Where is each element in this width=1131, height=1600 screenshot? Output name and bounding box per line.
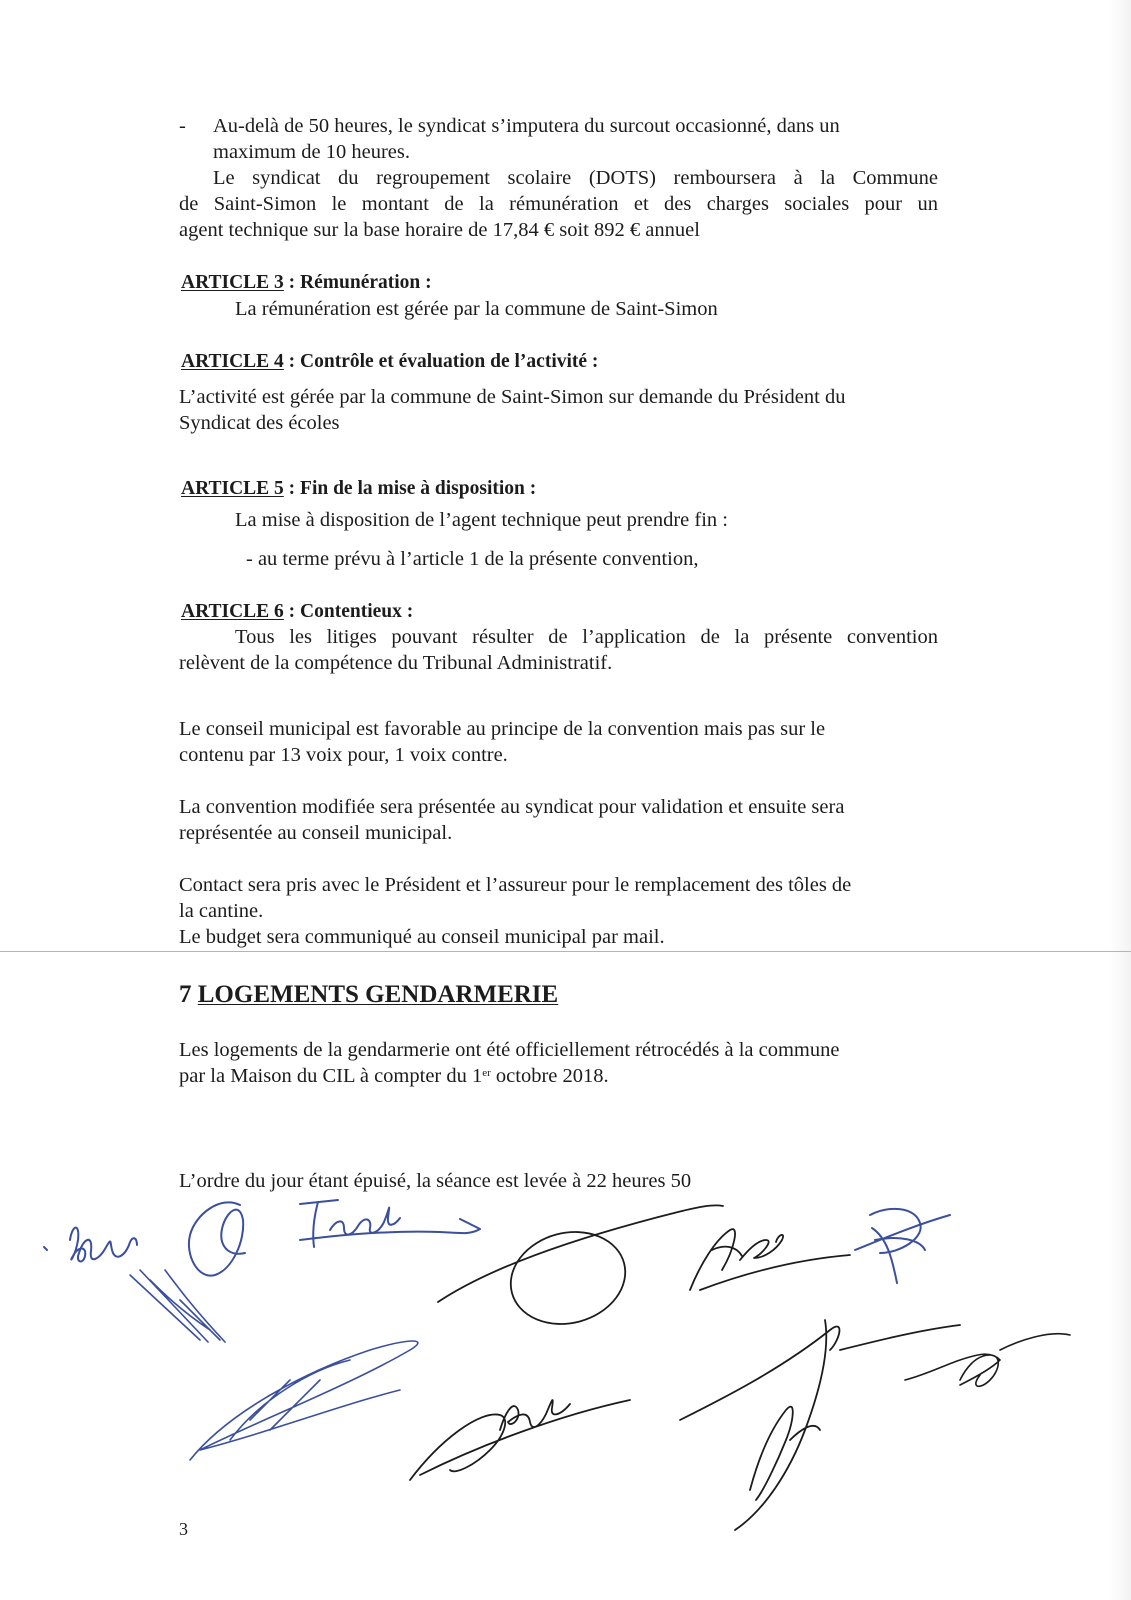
article-5-heading	[181, 476, 536, 502]
signature-1	[44, 1228, 137, 1262]
section-7-body-text: par la Maison du CIL à compter du 1	[179, 1065, 483, 1087]
council-vote-line-2: contenu par 13 voix pour, 1 voix contre.	[179, 744, 508, 766]
bullet-marker: -	[179, 115, 186, 137]
article-4-title: : Contrôle et évaluation de l’activité :	[283, 351, 599, 372]
section-7-body-line-2	[179, 1063, 609, 1089]
article-6-body-line-2: relèvent de la compétence du Tribunal Administratif.	[179, 652, 613, 674]
ordinal-superscript: er	[482, 1067, 491, 1079]
article-5-body: La mise à disposition de l’agent technique peut prendre fin :	[235, 509, 728, 531]
reimbursement-line-1: Le syndicat du regroupement scolaire (DOTS) remboursera à la Commune	[213, 167, 938, 189]
signature-10	[680, 1320, 960, 1530]
closing-statement: L’ordre du jour étant épuisé, la séance est levée à 22 heures 50	[179, 1170, 692, 1192]
signature-9	[410, 1400, 630, 1480]
article-3-title: : Rémunération :	[283, 272, 432, 293]
signatures-area	[0, 1185, 1131, 1600]
article-6-title: : Contentieux :	[283, 601, 414, 622]
section-7-heading	[179, 980, 558, 1010]
signature-6	[690, 1229, 850, 1290]
article-6-heading	[181, 599, 413, 625]
signature-8	[190, 1341, 418, 1460]
section-7-body-date: octobre 2018.	[490, 1065, 609, 1087]
article-5-label: ARTICLE 5	[181, 478, 284, 499]
contact-line-2: la cantine.	[179, 900, 264, 922]
contact-line-3: Le budget sera communiqué au conseil municipal par mail.	[179, 926, 665, 948]
signature-4	[130, 1270, 225, 1342]
section-7-number: 7	[179, 981, 198, 1008]
bullet-text-line-1: Au-delà de 50 heures, le syndicat s’imputera du surcout occasionné, dans un	[213, 115, 840, 137]
article-6-label: ARTICLE 6	[181, 601, 284, 622]
signature-2	[189, 1202, 245, 1275]
article-5-list-item: - au terme prévu à l’article 1 de la présente convention,	[246, 548, 699, 570]
modified-convention-line-2: représentée au conseil municipal.	[179, 822, 453, 844]
signature-3	[300, 1200, 480, 1247]
scan-fold-line	[0, 951, 1131, 952]
section-7-title: LOGEMENTS GENDARMERIE	[197, 981, 559, 1008]
article-3-label: ARTICLE 3	[181, 272, 284, 293]
page-number: 3	[179, 1519, 188, 1539]
contact-line-1: Contact sera pris avec le Président et l’assureur pour le remplacement des tôles de	[179, 874, 852, 896]
signature-11	[905, 1334, 1070, 1387]
article-4-label: ARTICLE 4	[181, 351, 284, 372]
article-3-heading	[181, 270, 432, 296]
section-7-body-line-1: Les logements de la gendarmerie ont été officiellement rétrocédés à la commune	[179, 1039, 840, 1061]
article-4-body-line-1: L’activité est gérée par la commune de Saint-Simon sur demande du Président du	[179, 386, 846, 408]
council-vote-line-1: Le conseil municipal est favorable au principe de la convention mais pas sur le	[179, 718, 826, 740]
reimbursement-line-3: agent technique sur la base horaire de 17,84 € soit 892 € annuel	[179, 219, 700, 241]
signature-5	[438, 1205, 723, 1336]
reimbursement-line-2: de Saint-Simon le montant de la rémunération et des charges sociales pour un	[179, 193, 938, 215]
article-5-title: : Fin de la mise à disposition :	[283, 478, 537, 499]
article-3-body: La rémunération est gérée par la commune de Saint-Simon	[235, 298, 718, 320]
modified-convention-line-1: La convention modifiée sera présentée au syndicat pour validation et ensuite sera	[179, 796, 845, 818]
signature-7	[855, 1209, 950, 1283]
bullet-text-line-2: maximum de 10 heures.	[213, 141, 410, 163]
article-6-body-line-1: Tous les litiges pouvant résulter de l’application de la présente convention	[235, 626, 938, 648]
article-4-heading	[181, 349, 598, 375]
article-4-body-line-2: Syndicat des écoles	[179, 412, 340, 434]
